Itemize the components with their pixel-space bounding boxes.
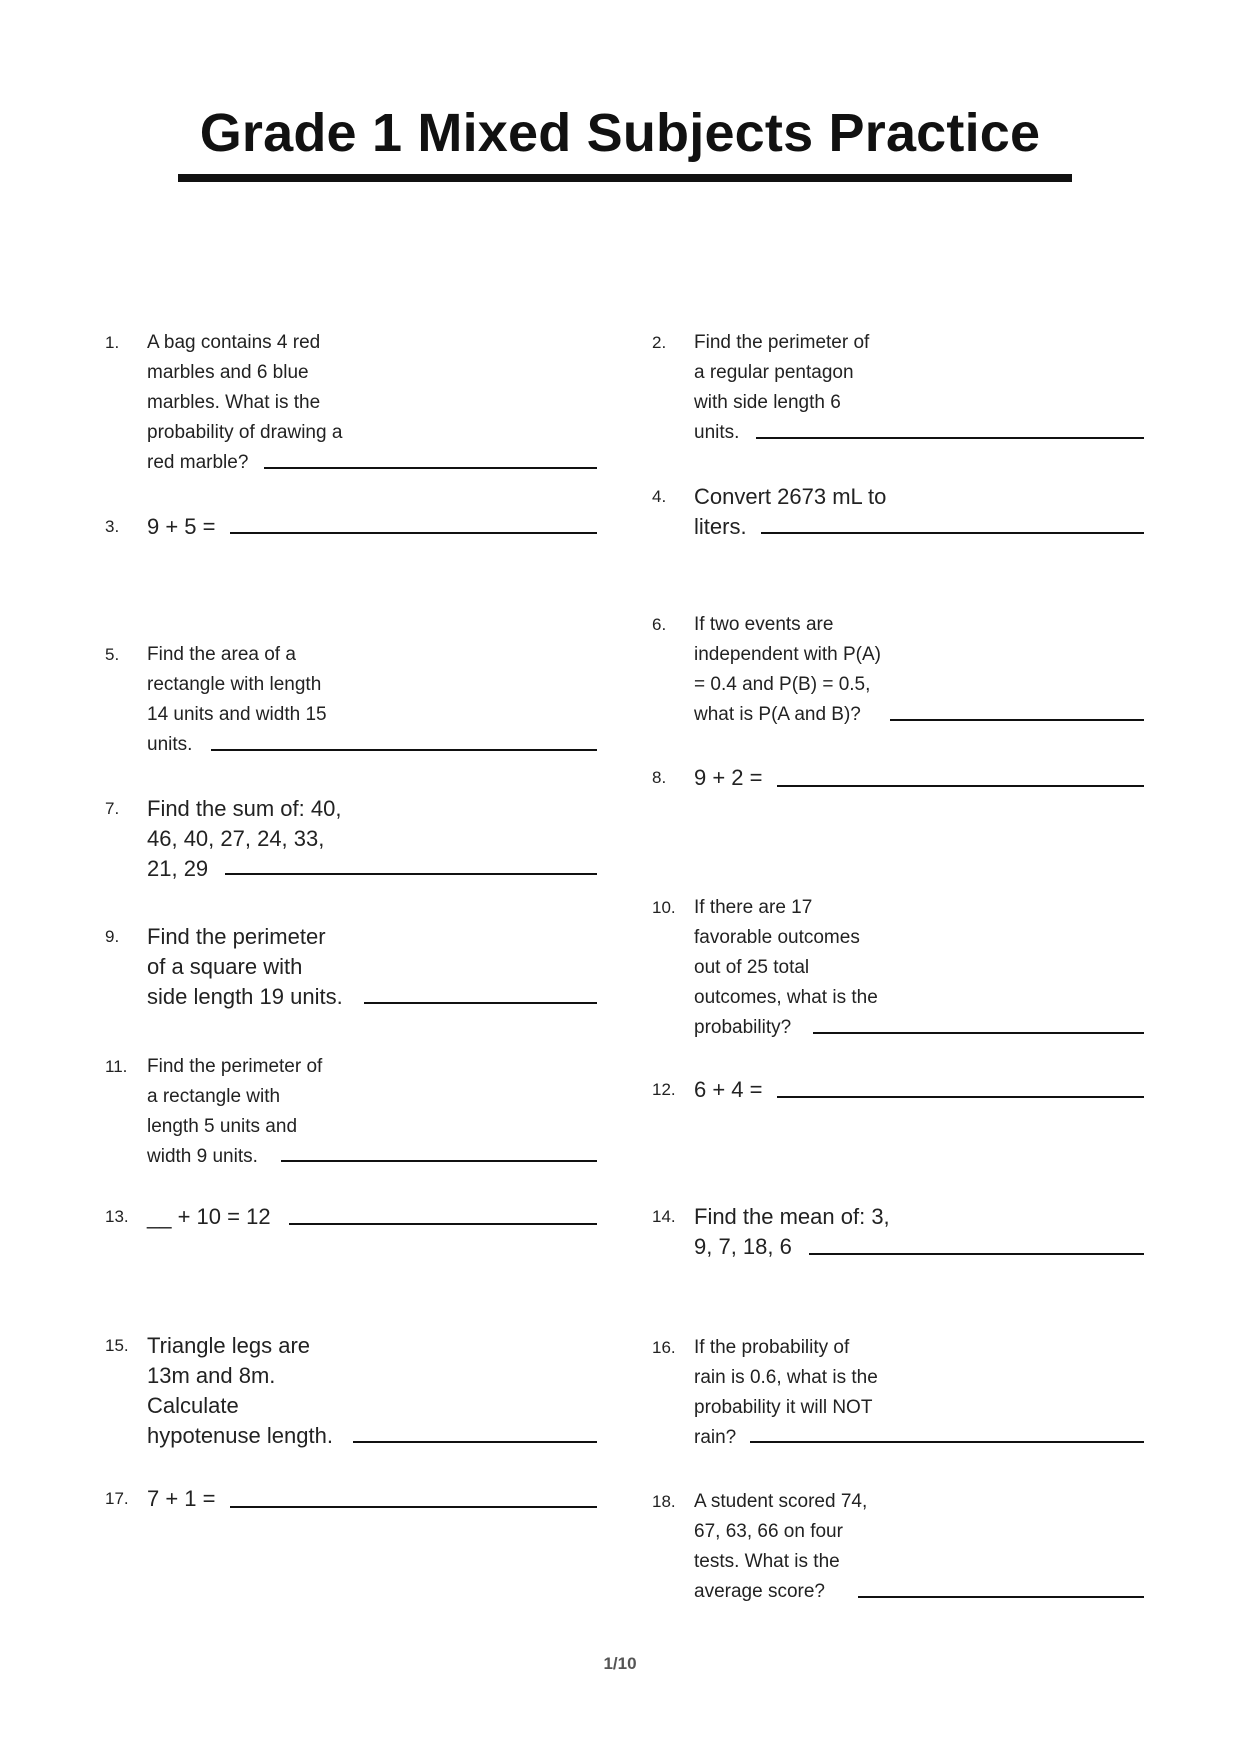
problem-text: 7 + 1 = — [147, 1486, 216, 1511]
problem-number: 16. — [652, 1338, 676, 1357]
problem-11 — [105, 1052, 605, 1182]
answer-line-16[interactable] — [750, 1441, 1144, 1443]
problem-number: 13. — [105, 1207, 129, 1226]
problem-text: Find the area of a rectangle with length 14 units and width 15 units. — [147, 644, 327, 755]
problem-12 — [652, 1075, 1152, 1115]
problem-number: 11. — [105, 1057, 128, 1076]
answer-line-3[interactable] — [230, 532, 597, 534]
problem-4 — [652, 482, 1152, 552]
problem-number: 18. — [652, 1492, 676, 1511]
problem-8 — [652, 763, 1152, 803]
problem-9 — [105, 922, 605, 1022]
answer-line-5[interactable] — [211, 749, 597, 751]
problem-text: Find the perimeter of a regular pentagon with side length 6 units. — [694, 332, 870, 443]
answer-line-9[interactable] — [364, 1002, 597, 1004]
problem-number: 2. — [652, 333, 667, 352]
answer-line-6[interactable] — [890, 719, 1144, 721]
problem-text: A bag contains 4 red marbles and 6 blue marbles. What is the probability of drawing a red marble? — [147, 332, 343, 473]
answer-line-18[interactable] — [858, 1596, 1144, 1598]
problem-16 — [652, 1333, 1152, 1463]
problem-number: 4. — [652, 487, 667, 506]
answer-line-2[interactable] — [756, 437, 1144, 439]
answer-line-7[interactable] — [225, 873, 597, 875]
problem-text: Find the perimeter of a rectangle with length 5 units and width 9 units. — [147, 1056, 323, 1167]
problem-number: 6. — [652, 615, 667, 634]
answer-line-14[interactable] — [809, 1253, 1144, 1255]
answer-line-15[interactable] — [353, 1441, 597, 1443]
problem-text: If there are 17 favorable outcomes out of 25 total outcomes, what is the probability? — [694, 897, 878, 1038]
answer-line-13[interactable] — [289, 1223, 597, 1225]
answer-line-4[interactable] — [761, 532, 1144, 534]
problem-text: Find the mean of: 3, 9, 7, 18, 6 — [694, 1204, 890, 1259]
problem-1 — [105, 328, 605, 488]
problem-number: 5. — [105, 645, 120, 664]
problem-17 — [105, 1484, 605, 1524]
problem-text: Find the sum of: 40, 46, 40, 27, 24, 33, 21, 29 — [147, 796, 342, 881]
problem-7 — [105, 794, 605, 894]
problem-number: 14. — [652, 1207, 676, 1226]
problem-number: 10. — [652, 898, 676, 917]
answer-line-1[interactable] — [264, 467, 597, 469]
problem-number: 12. — [652, 1080, 676, 1099]
problem-text: Find the perimeter of a square with side length 19 units. — [147, 924, 343, 1009]
problem-number: 8. — [652, 768, 667, 787]
problem-text: If two events are independent with P(A) = 0.4 and P(B) = 0.5, what is P(A and B)? — [694, 614, 881, 725]
problem-text: 6 + 4 = — [694, 1077, 763, 1102]
problem-14 — [652, 1202, 1152, 1272]
problem-13 — [105, 1202, 605, 1242]
answer-line-17[interactable] — [230, 1506, 597, 1508]
answer-line-11[interactable] — [281, 1160, 597, 1162]
problem-number: 9. — [105, 927, 120, 946]
problem-text: 9 + 5 = — [147, 514, 216, 539]
title-divider — [178, 174, 1072, 182]
answer-line-10[interactable] — [813, 1032, 1144, 1034]
problem-text: Triangle legs are 13m and 8m. Calculate hypotenuse length. — [147, 1333, 333, 1448]
problem-text: __ + 10 = 12 — [147, 1204, 271, 1229]
problem-text: 9 + 2 = — [694, 765, 763, 790]
problem-number: 3. — [105, 517, 120, 536]
problem-10 — [652, 893, 1152, 1053]
problem-text: A student scored 74, 67, 63, 66 on four tests. What is the average score? — [694, 1491, 868, 1602]
answer-line-12[interactable] — [777, 1096, 1144, 1098]
problem-text: Convert 2673 mL to liters. — [694, 484, 887, 539]
problem-text: If the probability of rain is 0.6, what is the probability it will NOT rain? — [694, 1337, 878, 1448]
problem-number: 1. — [105, 333, 120, 352]
problem-number: 15. — [105, 1336, 129, 1355]
page-title: Grade 1 Mixed Subjects Practice — [199, 103, 1041, 163]
problem-number: 7. — [105, 799, 120, 818]
answer-line-8[interactable] — [777, 785, 1144, 787]
page-number: 1/10 — [603, 1654, 637, 1673]
problem-number: 17. — [105, 1489, 129, 1508]
